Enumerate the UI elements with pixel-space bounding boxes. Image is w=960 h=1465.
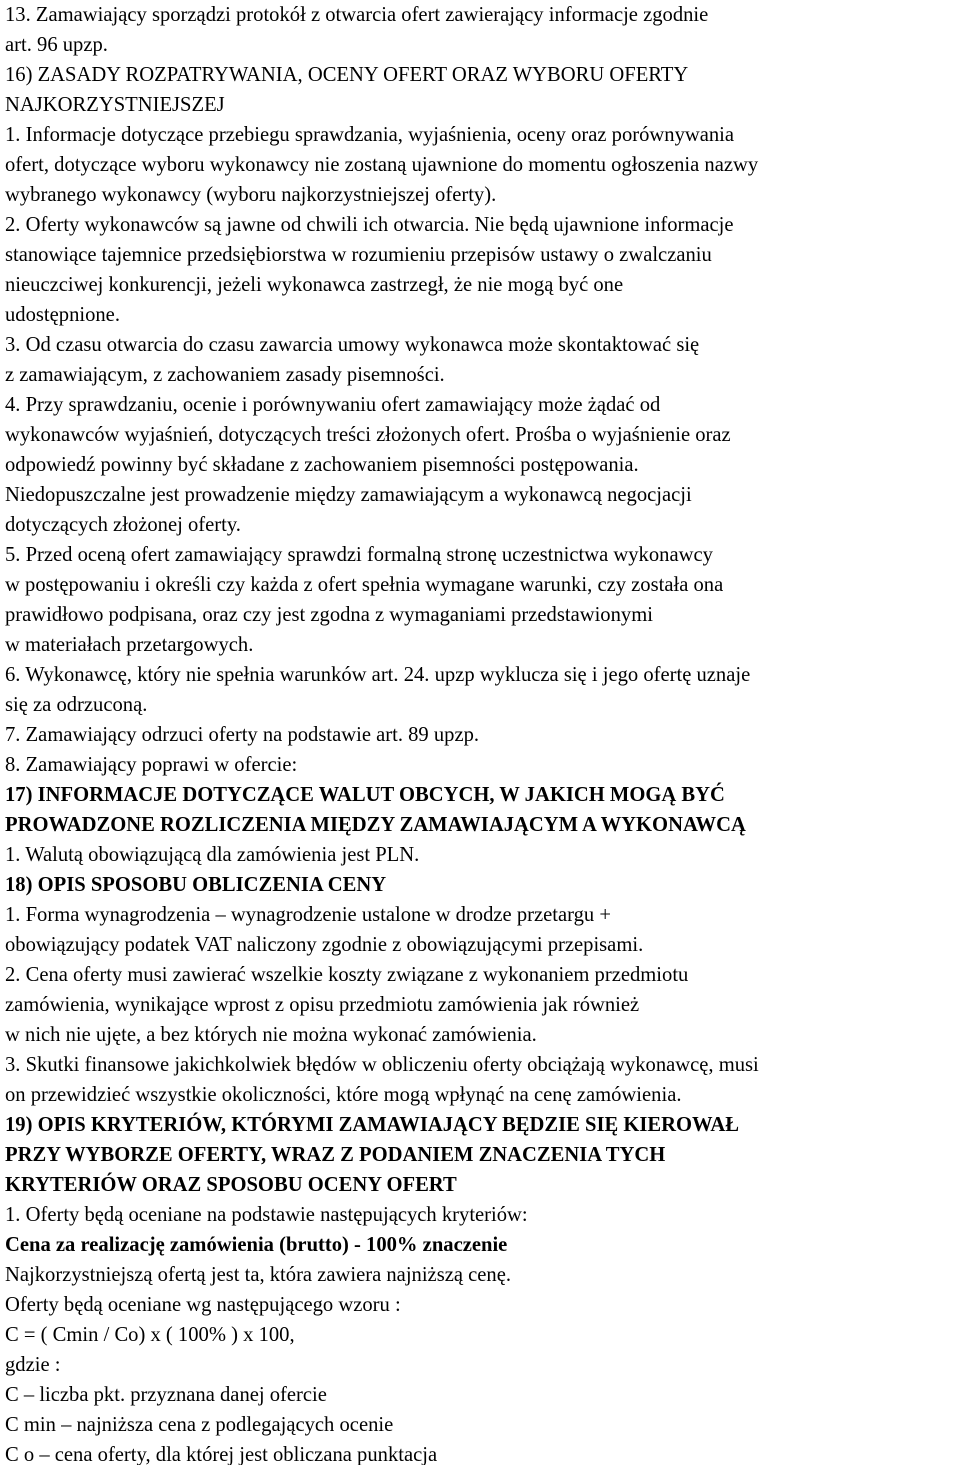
text-line: 7. Zamawiający odrzuci oferty na podstawie art. 89 upzp. [5,724,480,746]
section-heading-line: Cena za realizację zamówienia (brutto) - 100% znaczenie [5,1234,508,1256]
section-heading-line: PRZY WYBORZE OFERTY, WRAZ Z PODANIEM ZNACZENIA TYCH [5,1144,666,1166]
text-line: 13. Zamawiający sporządzi protokół z otwarcia ofert zawierający informacje zgodnie [5,4,709,26]
text-line: dotyczących złożonej oferty. [5,514,241,536]
section-heading-line: 18) OPIS SPOSOBU OBLICZENIA CENY [5,874,387,896]
text-line: w materiałach przetargowych. [5,634,254,656]
text-line: wybranego wykonawcy (wyboru najkorzystniejszej oferty). [5,184,497,206]
text-line: 1. Oferty będą oceniane na podstawie następujących kryteriów: [5,1204,528,1226]
text-line: 1. Walutą obowiązującą dla zamówienia jest PLN. [5,844,420,866]
text-line: w nich nie ujęte, a bez których nie można wykonać zamówienia. [5,1024,537,1046]
text-line: 3. Od czasu otwarcia do czasu zawarcia umowy wykonawca może skontaktować się [5,334,700,356]
text-line: obowiązujący podatek VAT naliczony zgodnie z obowiązującymi przepisami. [5,934,644,956]
section-heading-line: PROWADZONE ROZLICZENIA MIĘDZY ZAMAWIAJĄCYM A WYKONAWCĄ [5,814,746,836]
text-line: Oferty będą oceniane wg następującego wzoru : [5,1294,401,1316]
section-heading-line: KRYTERIÓW ORAZ SPOSOBU OCENY OFERT [5,1174,457,1196]
text-line: stanowiące tajemnice przedsiębiorstwa w rozumieniu przepisów ustawy o zwalczaniu [5,244,712,266]
text-line: NAJKORZYSTNIEJSZEJ [5,94,225,116]
text-line: nieuczciwej konkurencji, jeżeli wykonawca zastrzegł, że nie mogą być one [5,274,624,296]
text-line: 5. Przed oceną ofert zamawiający sprawdzi formalną stronę uczestnictwa wykonawcy [5,544,713,566]
text-line: zamówienia, wynikające wprost z opisu przedmiotu zamówienia jak również [5,994,640,1016]
text-line: z zamawiającym, z zachowaniem zasady pisemności. [5,364,445,386]
text-line: C min – najniższa cena z podlegających ocenie [5,1414,394,1436]
text-line: C = ( Cmin / Co) x ( 100% ) x 100, [5,1324,295,1346]
text-line: 8. Zamawiający poprawi w ofercie: [5,754,298,776]
text-line: C o – cena oferty, dla której jest obliczana punktacja [5,1444,438,1465]
text-line: 1. Informacje dotyczące przebiegu sprawdzania, wyjaśnienia, oceny oraz porównywania [5,124,735,146]
text-line: prawidłowo podpisana, oraz czy jest zgodna z wymaganiami przedstawionymi [5,604,653,626]
text-line: ofert, dotyczące wyboru wykonawcy nie zostaną ujawnione do momentu ogłoszenia nazwy [5,154,759,176]
text-line: Najkorzystniejszą ofertą jest ta, która zawiera najniższą cenę. [5,1264,512,1286]
text-line: 2. Oferty wykonawców są jawne od chwili ich otwarcia. Nie będą ujawnione informacje [5,214,734,236]
text-line: udostępnione. [5,304,120,326]
section-heading-line: 19) OPIS KRYTERIÓW, KTÓRYMI ZAMAWIAJĄCY BĘDZIE SIĘ KIEROWAŁ [5,1114,739,1136]
text-line: w postępowaniu i określi czy każda z ofert spełnia wymagane warunki, czy została ona [5,574,724,596]
text-line: odpowiedź powinny być składane z zachowaniem pisemności postępowania. [5,454,639,476]
text-line: Niedopuszczalne jest prowadzenie między zamawiającym a wykonawcą negocjacji [5,484,692,506]
text-line: on przewidzieć wszystkie okoliczności, które mogą wpłynąć na cenę zamówienia. [5,1084,682,1106]
text-line: wykonawców wyjaśnień, dotyczących treści złożonych ofert. Prośba o wyjaśnienie oraz [5,424,731,446]
text-line: 3. Skutki finansowe jakichkolwiek błędów w obliczeniu oferty obciążają wykonawcę, musi [5,1054,759,1076]
text-line: art. 96 upzp. [5,34,108,56]
text-line: 2. Cena oferty musi zawierać wszelkie koszty związane z wykonaniem przedmiotu [5,964,689,986]
text-line: 4. Przy sprawdzaniu, ocenie i porównywaniu ofert zamawiający może żądać od [5,394,661,416]
text-line: 16) ZASADY ROZPATRYWANIA, OCENY OFERT ORAZ WYBORU OFERTY [5,64,689,86]
text-line: gdzie : [5,1354,61,1376]
text-line: 1. Forma wynagrodzenia – wynagrodzenie ustalone w drodze przetargu + [5,904,611,926]
text-line: C – liczba pkt. przyznana danej ofercie [5,1384,327,1406]
text-line: 6. Wykonawcę, który nie spełnia warunków art. 24. upzp wyklucza się i jego ofertę uznaje [5,664,751,686]
text-line: się za odrzuconą. [5,694,148,716]
section-heading-line: 17) INFORMACJE DOTYCZĄCE WALUT OBCYCH, W JAKICH MOGĄ BYĆ [5,784,725,806]
